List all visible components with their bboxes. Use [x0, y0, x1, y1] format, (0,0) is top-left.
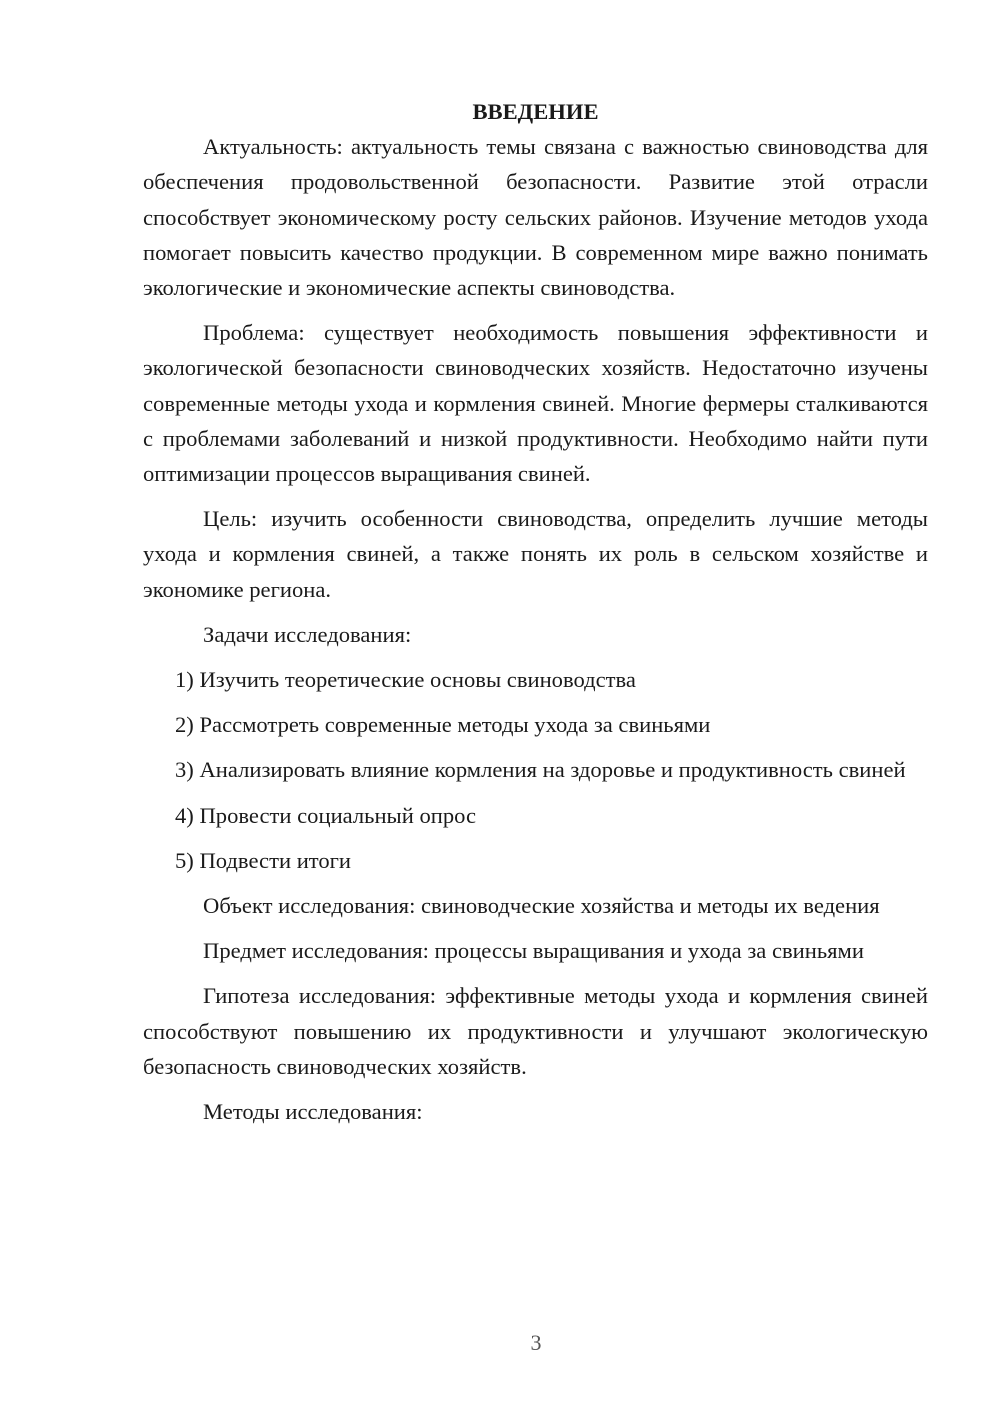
object-paragraph: Объект исследования: свиноводческие хозяйства и методы их ведения [203, 893, 880, 919]
page-content [143, 94, 928, 1129]
tasks-heading: Задачи исследования: [203, 621, 412, 647]
task-item-5: 5) Подвести итоги [175, 847, 352, 873]
hypothesis-paragraph: Гипотеза исследования: эффективные методы ухода и кормления свиней способствуют повышению их продуктивности и улучшают экологическую безопасность свиноводческих хозяйств. [143, 983, 928, 1079]
section-title: ВВЕДЕНИЕ [472, 99, 599, 124]
subject-paragraph: Предмет исследования: процессы выращивания и ухода за свиньями [203, 938, 864, 964]
relevance-paragraph: Актуальность: актуальность темы связана с важностью свиноводства для обеспечения продовольственной безопасности. Развитие этой отрасли способствует экономическому росту сельских районов. Изучение методов ухода помогает повысить качество продукции. В современном мире важно понимать экологические и экономические аспекты свиноводства. [143, 134, 928, 301]
task-item-4: 4) Провести социальный опрос [175, 802, 477, 828]
methods-heading: Методы исследования: [203, 1099, 423, 1125]
task-item-2: 2) Рассмотреть современные методы ухода за свиньями [175, 712, 711, 738]
task-item-3: 3) Анализировать влияние кормления на здоровье и продуктивность свиней [175, 757, 906, 783]
task-item-1: 1) Изучить теоретические основы свиноводства [175, 667, 636, 693]
page-number: 3 [530, 1330, 542, 1355]
problem-paragraph: Проблема: существует необходимость повышения эффективности и экологической безопасности свиноводческих хозяйств. Недостаточно изучены современные методы ухода и кормления свиней. Многие фермеры сталкиваются с проблемами заболеваний и низкой продуктивности. Необходимо найти пути оптимизации процессов выращивания свиней. [143, 320, 928, 487]
goal-paragraph: Цель: изучить особенности свиноводства, определить лучшие методы ухода и кормления свиней, а также понять их роль в сельском хозяйстве и экономике региона. [143, 506, 928, 602]
